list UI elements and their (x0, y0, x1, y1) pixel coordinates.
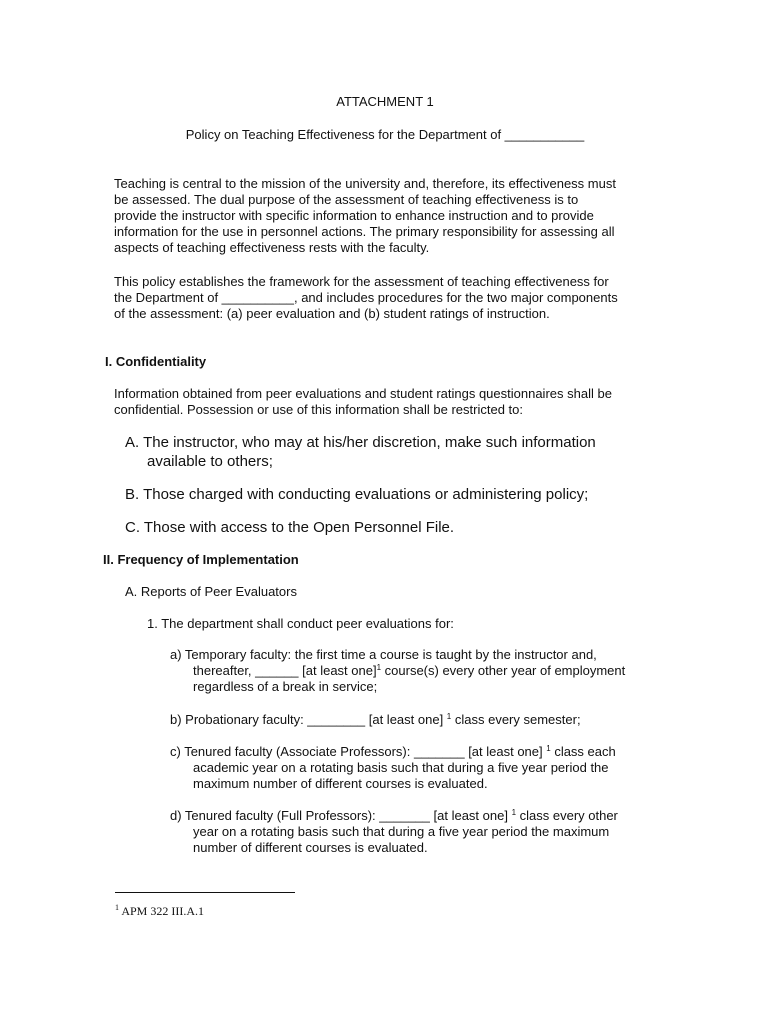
list-item-a-cont: available to others; (147, 453, 273, 470)
section-heading-frequency: II. Frequency of Implementation (103, 552, 299, 567)
item-d-line: year on a rotating basis such that during a five year period the maximum (193, 824, 610, 839)
footnote-ref: 1 (446, 712, 452, 721)
intro-line: the Department of __________, and includes procedures for the two major components (114, 290, 618, 305)
policy-title: Policy on Teaching Effectiveness for the Department of ___________ (185, 127, 585, 142)
intro-line: information for the use in personnel actions. The primary responsibility for assessing all (114, 224, 615, 239)
subsection-peer-evaluators: A. Reports of Peer Evaluators (125, 584, 297, 599)
item-a-line: regardless of a break in service; (193, 679, 378, 694)
footnote: $^1$ APM 322 III.A.1 (115, 903, 205, 918)
confidentiality-text: Information obtained from peer evaluations and student ratings questionnaires shall be (114, 386, 612, 401)
intro-line: of the assessment: (a) peer evaluation and (b) student ratings of instruction. (114, 306, 550, 321)
item-d-line: d) Tenured faculty (Full Professors): _______ [at least one] $^1$ class every other (170, 808, 618, 823)
list-item-a: A. The instructor, who may at his/her discretion, make such information (125, 434, 596, 451)
intro-line: This policy establishes the framework for the assessment of teaching effectiveness for (114, 274, 609, 289)
footnote-ref: 1 (376, 663, 382, 672)
intro-line: Teaching is central to the mission of the university and, therefore, its effectiveness must (114, 176, 616, 191)
section-heading-confidentiality: I. Confidentiality (105, 354, 207, 369)
item-c-line: academic year on a rotating basis such that during a five year period the (193, 760, 609, 775)
confidentiality-text: confidential. Possession or use of this information shall be restricted to: (114, 402, 523, 417)
numbered-item-1: 1. The department shall conduct peer evaluations for: (147, 616, 454, 631)
footnote-ref: 1 (546, 744, 551, 753)
item-c-line: c) Tenured faculty (Associate Professors): _______ [at least one] $^1$ class each (170, 744, 616, 759)
intro-line: provide the instructor with specific information to enhance instruction and to provide (114, 208, 594, 223)
item-a-line: a) Temporary faculty: the first time a course is taught by the instructor and, (170, 647, 597, 662)
item-c-line: maximum number of different courses is evaluated. (193, 776, 488, 791)
intro-line: be assessed. The dual purpose of the assessment of teaching effectiveness is to (114, 192, 579, 207)
footnote-mark: 1 (115, 903, 119, 912)
item-a-line: thereafter, ______ [at least one]$^1$ course(s) every other year of employment (193, 663, 626, 678)
intro-line: aspects of teaching effectiveness rests with the faculty. (114, 240, 430, 255)
item-b-line: b) Probationary faculty: ________ [at least one] $^1$ class every semester; (170, 712, 581, 727)
attachment-label: ATTACHMENT 1 (336, 94, 434, 109)
item-d-line: number of different courses is evaluated. (193, 840, 428, 855)
list-item-c: C. Those with access to the Open Personnel File. (125, 519, 455, 536)
list-item-b: B. Those charged with conducting evaluations or administering policy; (125, 486, 589, 503)
footnote-divider (115, 892, 295, 893)
footnote-ref: 1 (511, 808, 517, 817)
